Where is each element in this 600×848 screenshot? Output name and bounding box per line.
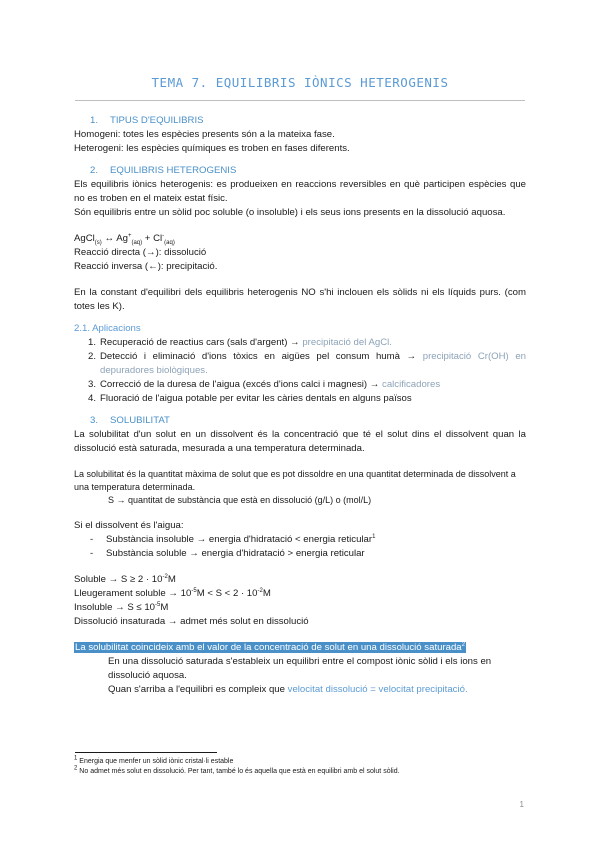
section-number: 2. (90, 165, 99, 176)
list-item: 1. Recuperació de reactius cars (sals d'argent) → precipitació del AgCl. (88, 337, 392, 348)
heterogeneous-definition: Heterogeni: les espècies químiques es troben en fases diferents. (74, 143, 350, 154)
page-number: 1 (519, 800, 524, 809)
soluble-range: Soluble → $S \ge 2 \cdot 10^{-2}M$ (74, 573, 176, 585)
solid-ions-paragraph: Són equilibris entre un sòlid poc soluble (o insoluble) i els seus ions presents en la dissolució aquosa. (74, 207, 506, 218)
section-heading-2 (74, 164, 526, 178)
slightly-soluble-range: Lleugerament soluble → $10^{-5}M < S < 2 \cdot 10^{-2}M$ (74, 587, 271, 599)
list-item: - Substància soluble → energia d'hidratació > energia reticular (90, 548, 365, 559)
footnotes (74, 757, 534, 777)
section-number: 3. (90, 415, 99, 426)
section-number: 1. (90, 115, 99, 126)
solubility-definition: La solubilitat d'un solut en un dissolvent és la concentració que té el solut dins el dissolvent quan la dissolució està saturada, mesurada a una temperatura determinada. (74, 429, 526, 454)
list-item: - Substància insoluble → energia d'hidratació < energia reticular$^1$ (90, 533, 376, 545)
applications-list (74, 336, 526, 406)
list-item: 2. Detecció i eliminació d'ions tòxics en aigües pel consum humà → precipitació Cr(OH) en depuradores biològiques. (88, 351, 526, 376)
footnote: $^2$ No admet més solut en dissolució. Per tant, també lo és aquella que està en equilibri amb el solut sòlid. (74, 765, 400, 775)
insoluble-range: Insoluble → $S \le 10^{-5}M$ (74, 601, 169, 613)
water-solvent-heading: Si el dissolvent és l'aigua: (74, 520, 184, 531)
section-heading-1 (74, 114, 526, 128)
unsaturated-solution: Dissolució insaturada → admet més solut en dissolució (74, 616, 309, 627)
title-divider (75, 100, 525, 101)
applications-heading: 2.1. Aplicacions (74, 323, 141, 334)
homogeneous-definition: Homogeni: totes les espècies presents són a la mateixa fase. (74, 129, 335, 140)
saturated-equilibrium-text: En una dissolució saturada s'estableix un equilibri entre el compost iònic sòlid i els ions en dissolució aquosa. (108, 656, 492, 681)
list-item: 3. Correcció de la duresa de l'aigua (excés d'ions calci i magnesi) → calcificadores (88, 379, 441, 390)
equilibrium-condition: Quan s'arriba a l'equilibri es compleix que velocitat dissolució = velocitat precipitació. (108, 684, 468, 695)
footnote-separator (75, 752, 217, 753)
direct-reaction: Reacció directa (→): dissolució (74, 247, 207, 258)
section-heading-text: SOLUBILITAT (110, 415, 170, 426)
section-heading-3 (74, 414, 526, 428)
list-item: 4. Fluoració de l'aigua potable per evitar les càries dentals en alguns països (88, 393, 412, 404)
constant-note: En la constant d'equilibri dels equilibris heterogenis NO s'hi inclouen els sòlids ni els líquids purs. (com totes les K). (74, 287, 526, 312)
inverse-reaction: Reacció inversa (←): precipitació. (74, 261, 218, 272)
highlighted-statement: La solubilitat coincideix amb el valor de la concentració de solut en una dissolució saturada$^2$ (75, 641, 465, 653)
section-heading-text: EQUILIBRIS HETEROGENIS (110, 165, 237, 176)
section-heading-text: TIPUS D'EQUILIBRIS (110, 115, 204, 126)
heterogeneous-equilibria-paragraph: Els equilibris iònics heterogenis: es produeixen en reaccions reversibles en què participen espècies que no es troben en el mateix estat físic. (74, 179, 526, 204)
footnote: $^1$ Energia que menfer un sòlid iònic cristal·li estable (74, 755, 234, 765)
page-title: TEMA 7. EQUILIBRIS IÒNICS HETEROGENIS (151, 75, 449, 90)
solubility-symbol: S → quantitat de substància que està en dissolució (g/L) o (mol/L) (108, 495, 372, 505)
document-body (74, 114, 526, 697)
chemical-equation: AgCl$_{(s)}$ ↔ $Ag^+_{(aq)} + Cl^-_{(aq)}$ (74, 232, 175, 246)
solubility-definition-2: La solubilitat és la quantitat màxima de solut que es pot dissoldre en una quantitat determinada de dissolvent a una temperatura determinada. (74, 469, 516, 492)
